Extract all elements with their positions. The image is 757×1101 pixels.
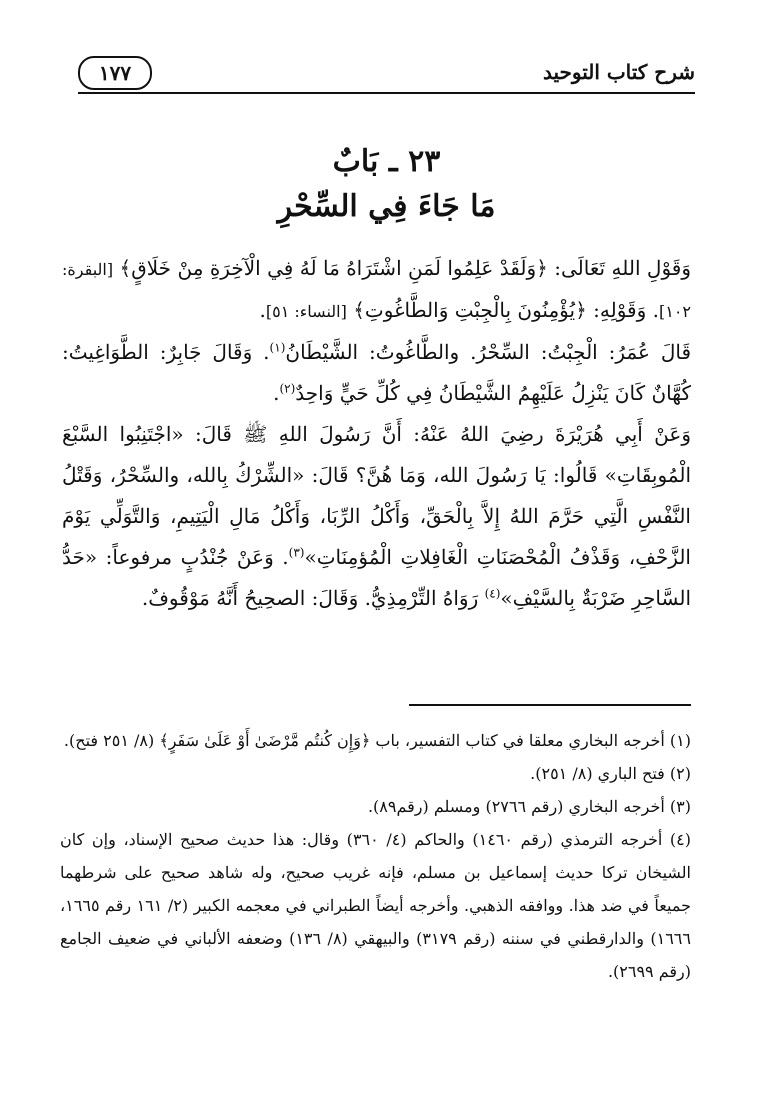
sentence-end: . [259,298,266,322]
verse-text-2: . وَقَوْلِهِ: ﴿يُؤْمِنُونَ بِالْجِبْتِ وَالطَّاغُوتِ﴾ [353,298,659,322]
saying-umar: قَالَ عُمَرُ: الْجِبْتُ: السِّحْرُ. والطَّاغُوتُ: الشَّيْطَانُ [285,340,692,364]
verse-reference-1: [البقرة: ١٠٢] [62,260,691,321]
sentence-end: . [273,381,280,405]
header-divider [78,92,695,94]
main-text [62,248,691,619]
hadith-jundub: . وَعَنْ جُنْدُبٍ مرفوعاً: «حَدُّ السَّاحِرِ ضَرْبَةٌ بِالسَّيْفِ» [62,545,691,610]
hadith-grading: رَوَاهُ التِّرْمِذِيُّ. وَقَالَ: الصحِيحُ أَنَّهُ مَوْقُوفٌ. [141,586,485,610]
chapter-heading [78,140,695,230]
verse-text-1: وَقَوْلِ اللهِ تَعَالَى: ﴿وَلَقَدْ عَلِمُوا لَمَنِ اشْتَرَاهُ مَا لَهُ فِي الْآخِرَةِ مِنْ خَلَاقٍ﴾ [119,256,691,280]
saying-jabir: . وَقَالَ جَابِرٌ: الطَّوَاغِيتُ: كُهَّانٌ كَانَ يَنْزِلُ عَلَيْهِمُ الشَّيْطَانُ فِي كُلِّ حَيٍّ وَاحِدٌ [62,340,691,405]
footnote-1: (١) أخرجه البخاري معلقا في كتاب التفسير، باب ﴿وَإِن كُنتُم مَّرْضَىٰ أَوْ عَلَىٰ سَفَرٍ﴾ (٨/ ٢٥١ فتح). [63,731,691,750]
footnote-marker-4: (٤) [484,586,501,601]
chapter-number: ٢٣ ـ بَابٌ [332,144,441,179]
footnotes [60,724,691,988]
page-number-badge: ١٧٧ [78,56,152,90]
page-header [78,56,695,92]
footnote-marker-3: (٣) [288,545,305,560]
paragraph-sayings [62,332,691,414]
footnote-2: (٢) فتح الباري (٨/ ٢٥١). [530,764,691,783]
footnote-marker-2: (٢) [279,381,296,396]
footnote-4: (٤) أخرجه الترمذي (رقم ١٤٦٠) والحاكم (٤/ ٣٦٠) وقال: هذا حديث صحيح الإسناد، وإن كان الشيخان تركا حديث إسماعيل بن مسلم، فإنه غريب صحيح، وله شاهد صحيح على شرطهما جميعاً في ضد هذا. ووافقه الذهبي. وأخرجه أيضاً الطبراني في معجمه الكبير (٢/ ١٦١ رقم ١٦٦٥، ١٦٦٦) والدارقطني في سننه (رقم ٣١٧٩) والبيهقي (٨/ ١٣٦) وضعفه الألباني في ضعيف الجامع (رقم ٢٦٩٩). [60,830,692,981]
paragraph-hadith [62,414,691,619]
verse-reference-2: [النساء: ٥١] [265,302,347,321]
chapter-title: مَا جَاءَ فِي السِّحْرِ [277,189,496,224]
footnote-3: (٣) أخرجه البخاري (رقم ٢٧٦٦) ومسلم (رقم٨٩). [367,797,691,816]
book-title: شرح كتاب التوحيد [542,60,695,84]
hadith-abu-hurayra: وَعَنْ أَبِي هُرَيْرَةَ رضِيَ اللهُ عَنْهُ: أَنَّ رَسُولَ اللهِ ﷺ قَالَ: «اجْتَنِبُوا السَّبْعَ الْمُوبِقَاتِ» قَالُوا: يَا رَسُولَ الله، وَمَا هُنَّ؟ قَالَ: «الشِّرْكُ بِالله، والسِّحْرُ، وَقَتْلُ النَّفْسِ الَّتِي حَرَّمَ اللهُ إِلاَّ بِالْحَقِّ، وَأَكْلُ الرِّبَا، وَأَكْلُ مَالِ الْيَتِيمِ، وَالتَّوَلِّي يَوْمَ الزَّحْفِ، وَقَذْفُ الْمُحْصَنَاتِ الْغَافِلاتِ الْمُؤمِنَاتِ» [62,422,692,569]
footnote-divider [409,704,691,706]
footnote-marker-1: (١) [269,340,286,355]
paragraph-quran-verses [62,248,691,332]
